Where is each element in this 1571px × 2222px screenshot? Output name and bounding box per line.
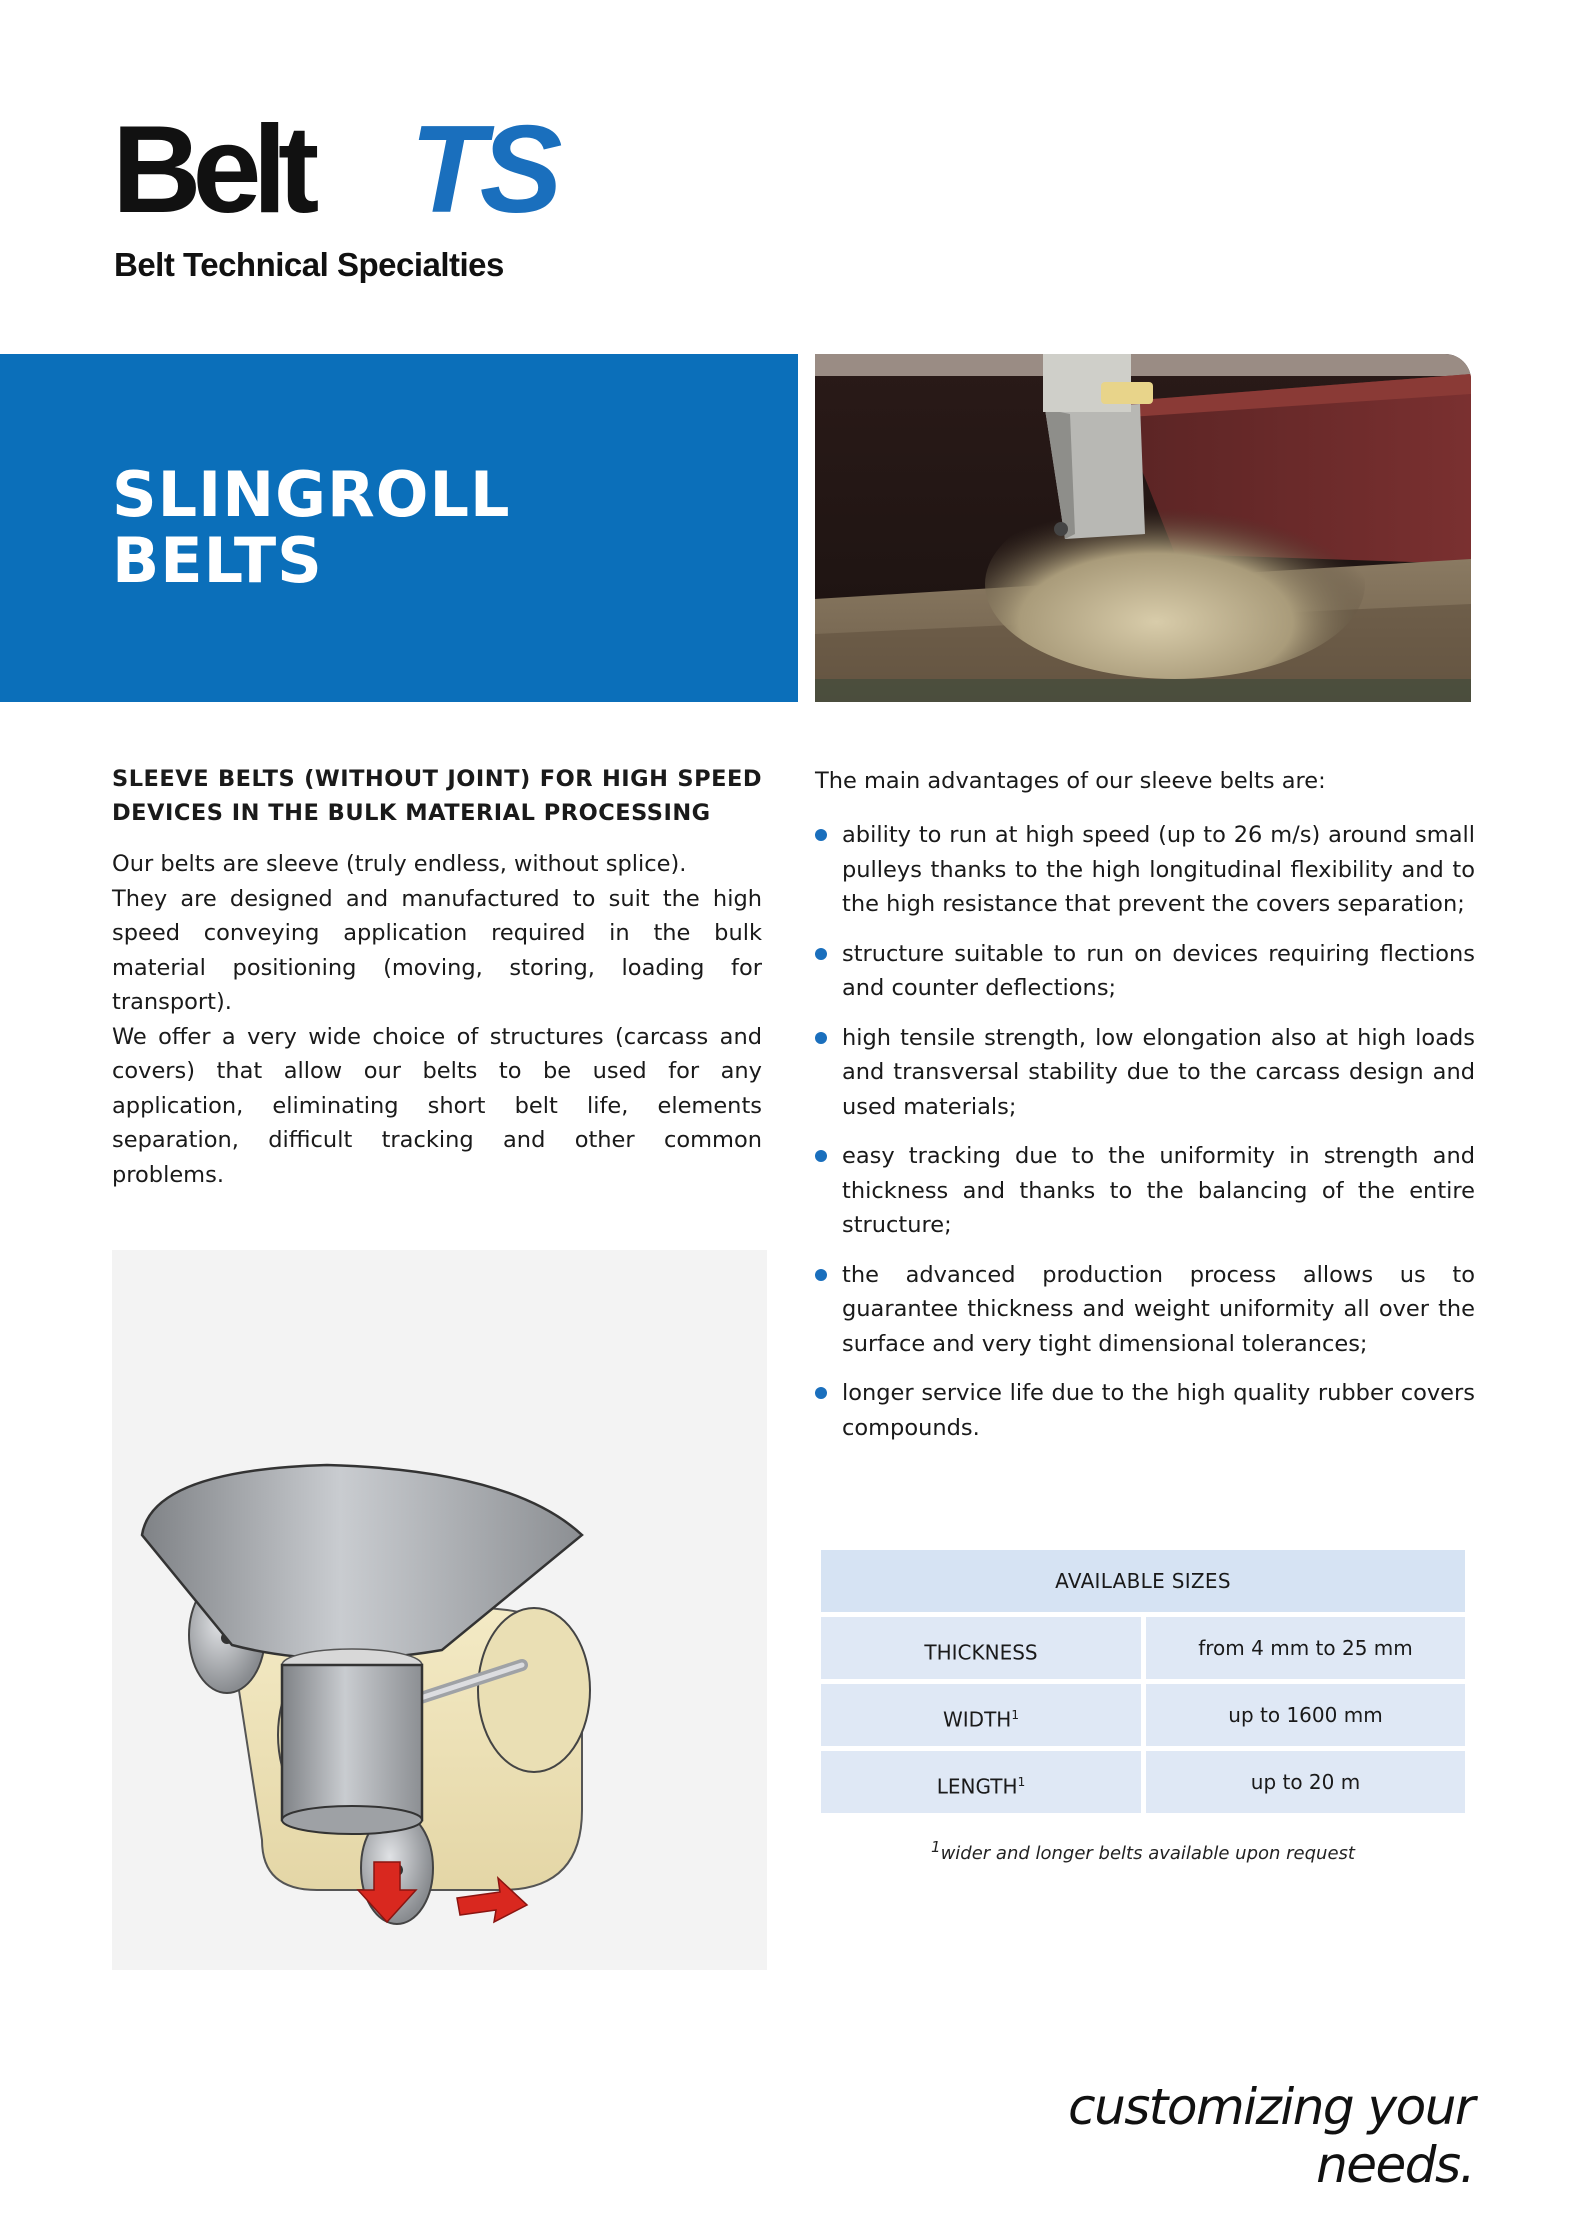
table-header: AVAILABLE SIZES	[821, 1550, 1465, 1612]
advantage-item	[815, 1021, 1475, 1125]
intro-paragraph: They are designed and manufactured to suit the high speed conveying application required in the bulk material positioning (moving, storing, loading for transport).	[112, 885, 762, 1015]
advantage-text: longer service life due to the high quality rubber covers compounds.	[842, 1380, 1475, 1441]
size-value: up to 1600 mm	[1146, 1684, 1465, 1746]
intro-paragraph: We offer a very wide choice of structures (carcass and covers) that allow our belts to be used for any application, eliminating short belt life, elements separation, difficult tracking and other common problems.	[112, 1023, 762, 1188]
advantage-text: the advanced production process allows us to guarantee thickness and weight uniformity all over the surface and very tight dimensional tolerances;	[842, 1261, 1475, 1357]
advantage-text: ability to run at high speed (up to 26 m/s) around small pulleys thanks to the high longitudinal flexibility and to the high resistance that prevent the covers separation;	[842, 822, 1475, 917]
table-row	[821, 1751, 1465, 1813]
bulk-loading-photo	[815, 354, 1471, 702]
logo-tagline: Belt Technical Specialties	[114, 246, 504, 283]
footnote-marker: 1	[1011, 1708, 1019, 1722]
title-banner	[0, 354, 798, 702]
intro-heading: SLEEVE BELTS (WITHOUT JOINT) FOR HIGH SPEED DEVICES IN THE BULK MATERIAL PROCESSING	[112, 766, 762, 826]
bullet-icon	[815, 1150, 827, 1162]
logo-wordmark-ts: TS	[410, 101, 557, 239]
slingroll-diagram	[112, 1250, 767, 1970]
advantage-text: easy tracking due to the uniformity in strength and thickness and thanks to the balancing of the entire structure;	[842, 1143, 1475, 1238]
bulk-loading-photo-drawing	[815, 354, 1471, 702]
bullet-icon	[815, 1269, 827, 1281]
page-title	[112, 458, 511, 597]
page-title-line2: BELTS	[112, 524, 323, 597]
bullet-icon	[815, 1387, 827, 1399]
intro-paragraph: Our belts are sleeve (truly endless, without splice).	[112, 851, 687, 877]
size-label	[821, 1617, 1141, 1679]
footnote-marker: 1	[1017, 1775, 1026, 1789]
size-label-text: THICKNESS	[924, 1640, 1038, 1665]
slogan: customizing your needs.	[1068, 2078, 1474, 2194]
page-title-line1: SLINGROLL	[112, 458, 511, 531]
intro-body	[112, 847, 762, 1192]
size-label	[821, 1751, 1141, 1813]
size-value: up to 20 m	[1146, 1751, 1465, 1813]
size-label	[821, 1684, 1141, 1746]
table-row	[821, 1617, 1465, 1679]
advantage-item	[815, 1258, 1475, 1362]
bullet-icon	[815, 829, 827, 841]
brand-logo	[112, 101, 557, 298]
advantage-text: structure suitable to run on devices requiring flections and counter deflections;	[842, 940, 1475, 1001]
advantages-list	[815, 818, 1475, 1460]
sizes-footnote	[821, 1838, 1465, 1864]
slingroll-illustration	[112, 1250, 767, 1970]
advantage-item	[815, 818, 1475, 922]
table-header-row	[821, 1550, 1465, 1612]
size-value: from 4 mm to 25 mm	[1146, 1617, 1465, 1679]
footnote-marker: 1	[931, 1838, 941, 1856]
advantages-intro: The main advantages of our sleeve belts are:	[815, 768, 1326, 794]
advantage-item	[815, 1139, 1475, 1243]
advantage-text: high tensile strength, low elongation also at high loads and transversal stability due to the carcass design and used materials;	[842, 1024, 1475, 1120]
size-label-text: WIDTH	[943, 1707, 1012, 1732]
bullet-icon	[815, 948, 827, 960]
bullet-icon	[815, 1032, 827, 1044]
logo-wordmark-belt: Belt	[112, 101, 311, 239]
table-row	[821, 1684, 1465, 1746]
available-sizes-table	[821, 1550, 1465, 1818]
advantage-item	[815, 937, 1475, 1006]
footnote-text: wider and longer belts available upon request	[940, 1843, 1355, 1864]
size-label-text: LENGTH	[936, 1774, 1018, 1799]
advantage-item	[815, 1376, 1475, 1445]
